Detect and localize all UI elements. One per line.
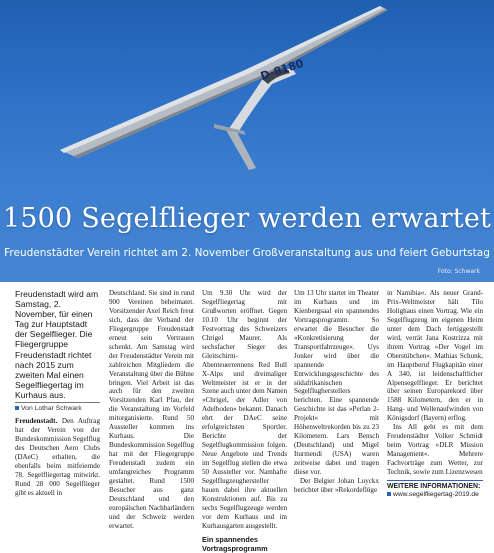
- paragraph-1-tail: Deutschland. Sie sind in rund 900 Vereinen beheimatet. Vorsitzender Axel Reich freut sich, dass der Verband der Fliegergruppe Freudenstadt erneut sein Vertrauen schenkt. Am Samstag wird der Freudenstädter Verein mit zahlreichen Mitgliedern die Veranstaltung über die Bühne bringen. Viel Arbeit ist das auch für den zweiten Vorsitzenden Karl Pfau, der die Veranstaltung im Vorfeld mitorganisierte. Rund 50 Aussteller kommen ins Kurhaus. Die Bundeskommission Segelflug hat mit der Fliegergruppe Freudenstadt zudem ein umfangreiches Programm gestaltet. Rund 1500 Besucher aus ganz Deutschland und den europäischen Nachbarländern und der Schweiz werden erwartet.: [109, 289, 194, 530]
- author-line: [15, 402, 100, 414]
- column-4: [294, 289, 379, 499]
- article-lead: Freudenstadt wird am Samstag, 2. November, für einen Tag zur Hauptstadt der Segelflieger. Die Fliegergruppe Freudenstadt richtet nach 2015 zum zweiten Mal einen Segelfliegertag im Kurhaus aus.: [15, 289, 99, 400]
- paragraph-5: [387, 289, 483, 477]
- section-subhead: Ein spannendes Vortragsprogramm: [202, 534, 268, 553]
- article-body: [15, 289, 483, 553]
- paragraph-2: Um 9.30 Uhr wird der Segelfliegertag mit Grußworten eröffnet. Gegen 10.10 Uhr beginnt der Festvortrag des Schweizers Chrigel Maurer. Als sechsfacher Sieger des Gleitschirm-Abenteuerrennens Red Bull X-Alps und dreimaliger Weltmeister ist er in der Szene auch unter dem Namen »Chrigel, der Adler von Adelboden« bekannt. Danach ehrt der DAeC seine erfolgreichsten Sportler. Berichte der Segelflugkommission folgen. Neue Angebote und Trends im Segelflug stellen die etwa 50 Aussteller vor. Namhafte Segelflugzeughersteller bauen dabei ihre aktuellen Konstruktionen auf. Bis zu sechs Segelflugzeuge werden vor dem Kurhaus und im Kurhausgarten ausgestellt.: [202, 289, 287, 530]
- info-label: WEITERE INFORMATIONEN:: [387, 483, 481, 490]
- paragraph-1: [15, 417, 100, 498]
- paragraph-5-text: Ins All geht es mit dem Freudenstädter Volker Schmidt beim Vortrag »DLR Mission Management«. Mehrere Fachvorträge zum Wetter, zur Technik, sowie zum Lizenzwesen: [387, 423, 483, 477]
- photo-credit: Foto: Schwark: [437, 268, 480, 275]
- paragraph-4: Der Belgier Johan Luyckx berichtet über »Rekordeflüge: [294, 477, 379, 494]
- paragraph-4-tail: in Namibia«. Als neuer Grand-Prix-Weltmeister hält Tilo Holighaus einen Vortrag. Wie ein Segelflugzeug im eigenen Heim unter dem Dach fertiggestellt wird, verrät Jana Kostrizza mit ihrem Vortrag »Der Vogel im Oberstübchen«. Mathias Schunk, im Hauptberuf Flugkapitän einer A 340, ist leidenschaftlicher Alpensegelflieger. Er berichtet über seinen Europarekord über 1588 Kilometern, den er in Hang- und Wellenaufwinden von Königsdorf (Bayern) erflog.: [387, 289, 483, 423]
- paragraph-3: Um 13 Uhr startet im Theater im Kurhaus und im Kienbergsaal ein spannendes Vortragsprogramm. So erwartet die Besucher die »Konkretisierung der Transportfahrzeuge«. Uys Jonker wird über die spannende Entwicklungsgeschichte des südafrikanischen Segelflugherstellers berichten. Eine spannende Geschichte ist das »Perlan 2-Projekt« mit Höhenweltrekorden bis zu 23 Kilometern. Lars Bensch (Deutschland) und Migel Iturmendi (USA) waren zeitweise dabei und tragen diese vor.: [294, 289, 379, 477]
- headline: 1500 Segelflieger werden erwartet: [2, 203, 492, 234]
- glider-registration: D-8180: [258, 56, 306, 83]
- subheadline: Freudenstädter Verein richtet am 2. November Großveranstaltung aus und feiert Geburtstag: [4, 247, 490, 259]
- glider-wing-highlight: [60, 6, 382, 153]
- author-name: Von Lothar Schwark: [21, 405, 82, 413]
- dateline: Freudenstadt.: [15, 416, 58, 425]
- info-link[interactable]: [387, 491, 483, 499]
- column-5: [387, 289, 483, 499]
- column-3: [202, 289, 287, 553]
- column-2: [109, 289, 194, 530]
- info-url[interactable]: www.segelfliegertag-2019.de: [393, 491, 479, 498]
- info-box: [387, 480, 483, 499]
- column-1: [15, 289, 100, 499]
- bullet-square-icon: [387, 492, 391, 496]
- bullet-square-icon: [15, 406, 19, 410]
- glider-tailfin: [226, 130, 256, 170]
- paragraph-1-continued: [109, 289, 194, 531]
- paragraph-1-text: Den Auftrag hat der Verein von der Bundeskommission Segelflug des Deutschen Aero Clubs (DAeC) erhalten, die ebenfalls beim mitfeiernde 78. Segelfliegertag mitwirkt. Rund 28 000 Segelflieger gibt es aktuell in: [15, 416, 100, 497]
